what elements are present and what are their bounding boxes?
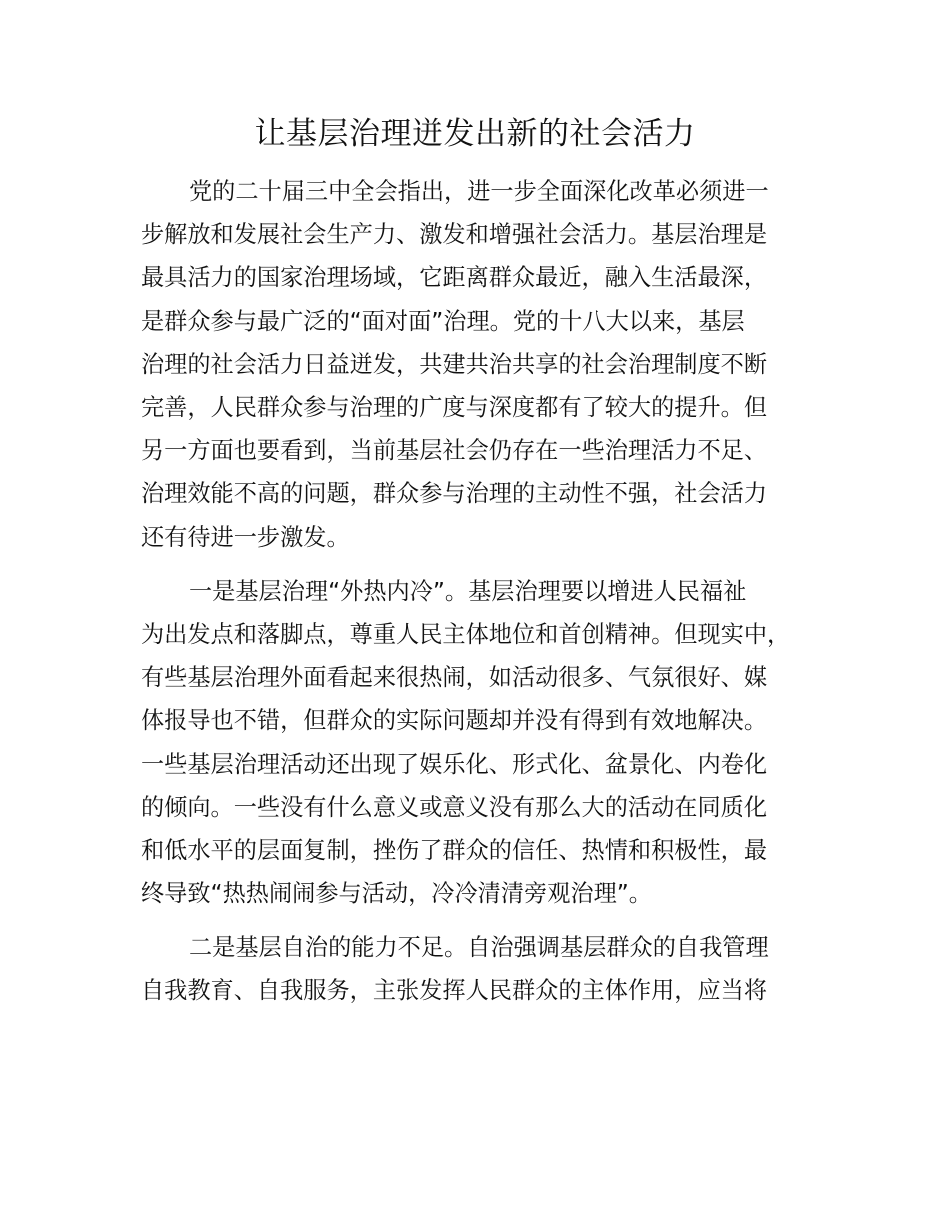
text-line: 党的二十届三中全会指出，进一步全面深化改革必须进一	[189, 178, 769, 205]
text-line: 一些基层治理活动还出现了娱乐化、形式化、盆景化、内卷化	[141, 751, 768, 778]
text-line: 治理效能不高的问题，群众参与治理的主动性不强，社会活力	[141, 480, 768, 507]
text-line: 另一方面也要看到，当前基层社会仍存在一些治理活力不足、	[141, 437, 768, 464]
text-line: 终导致“热热闹闹参与活动，冷冷清清旁观治理”。	[141, 880, 652, 907]
text-line: 为出发点和落脚点，尊重人民主体地位和首创精神。但现实中，	[141, 621, 791, 648]
text-line: 一是基层治理“外热内冷”。基层治理要以增进人民福祉	[189, 578, 747, 605]
text-line: 步解放和发展社会生产力、激发和增强社会活力。基层治理是	[141, 221, 768, 248]
text-line: 是群众参与最广泛的“面对面”治理。党的十八大以来，基层	[141, 308, 745, 335]
text-line: 自我教育、自我服务，主张发挥人民群众的主体作用，应当将	[141, 977, 768, 1004]
text-line: 完善，人民群众参与治理的广度与深度都有了较大的提升。但	[141, 394, 768, 421]
text-line: 有些基层治理外面看起来很热闹，如活动很多、气氛很好、媒	[141, 664, 768, 691]
text-line: 治理的社会活力日益迸发，共建共治共享的社会治理制度不断	[141, 351, 768, 378]
text-line: 最具活力的国家治理场域，它距离群众最近，融入生活最深，	[141, 264, 768, 291]
text-line: 的倾向。一些没有什么意义或意义没有那么大的活动在同质化	[141, 794, 768, 821]
document-title: 让基层治理迸发出新的社会活力	[254, 116, 696, 152]
text-line: 二是基层自治的能力不足。自治强调基层群众的自我管理	[189, 934, 769, 961]
text-line: 体报导也不错，但群众的实际问题却并没有得到有效地解决。	[141, 707, 768, 734]
text-line: 和低水平的层面复制，挫伤了群众的信任、热情和积极性，最	[141, 837, 768, 864]
text-line: 还有待进一步激发。	[141, 524, 350, 551]
